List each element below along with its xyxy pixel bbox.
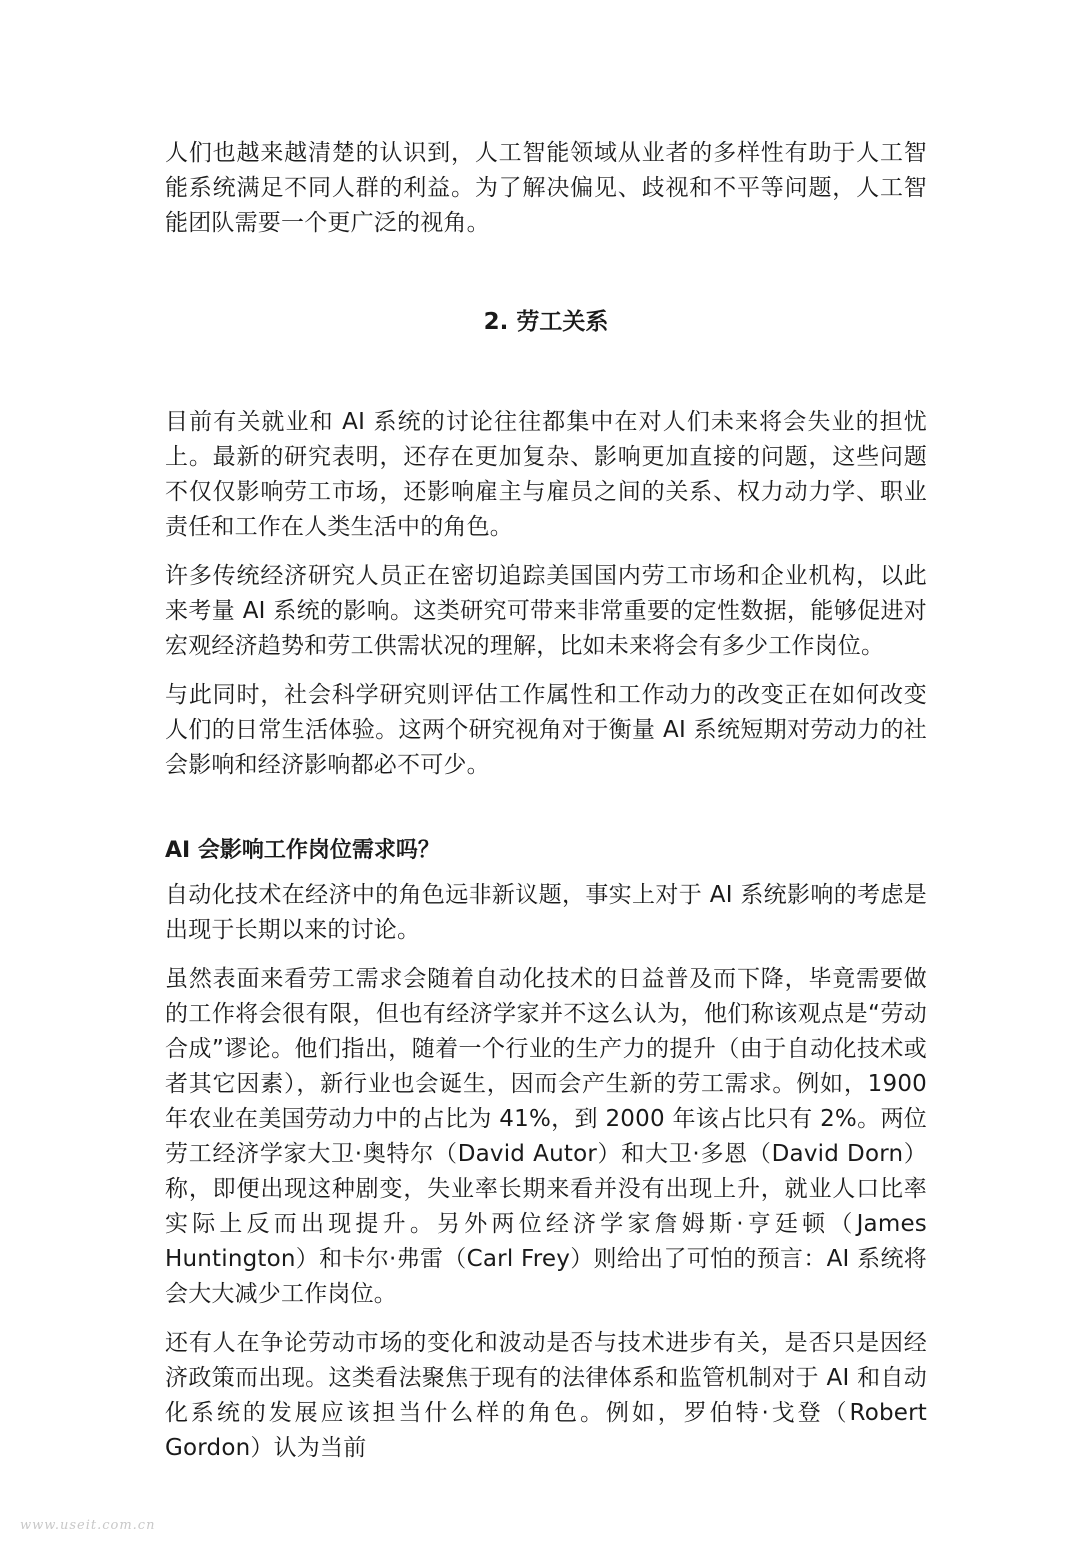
watermark: www.useit.com.cn [20, 1518, 156, 1533]
section-paragraph-1: 目前有关就业和 AI 系统的讨论往往都集中在对人们未来将会失业的担忧上。最新的研究表明，还存在更加复杂、影响更加直接的问题，这些问题不仅仅影响劳工市场，还影响雇主与雇员之间的关系、权力动力学、职业责任和工作在人类生活中的角色。 [165, 409, 927, 540]
intro-paragraph: 人们也越来越清楚的认识到，人工智能领域从业者的多样性有助于人工智能系统满足不同人群的利益。为了解决偏见、歧视和不平等问题，人工智能团队需要一个更广泛的视角。 [165, 140, 927, 236]
subsection-paragraph-2: 虽然表面来看劳工需求会随着自动化技术的日益普及而下降，毕竟需要做的工作将会很有限，但也有经济学家并不这么认为，他们称该观点是“劳动合成”谬论。他们指出，随着一个行业的生产力的提升（由于自动化技术或者其它因素），新行业也会诞生，因而会产生新的劳工需求。例如，1900 年农业在美国劳动力中的占比为 41%，到 2000 年该占比只有 2%。两位劳工经济学家大卫·奥特尔（David Autor）和大卫·多恩（David Dorn）称，即便出现这种剧变，失业率长期来看并没有出现上升，就业人口比率实际上反而出现提升。另外两位经济学家詹姆斯·亨廷顿（James Huntington）和卡尔·弗雷（Carl Frey）则给出了可怕的预言：AI 系统将会大大减少工作岗位。 [165, 966, 927, 1307]
subsection-paragraph-1: 自动化技术在经济中的角色远非新议题，事实上对于 AI 系统影响的考虑是出现于长期以来的讨论。 [165, 882, 927, 943]
section-paragraph-3: 与此同时，社会科学研究则评估工作属性和工作动力的改变正在如何改变人们的日常生活体验。这两个研究视角对于衡量 AI 系统短期对劳动力的社会影响和经济影响都必不可少。 [165, 682, 927, 778]
document-body [165, 136, 927, 1466]
subsection-title: AI 会影响工作岗位需求吗？ [165, 838, 440, 863]
subsection-paragraph-3: 还有人在争论劳动市场的变化和波动是否与技术进步有关，是否只是因经济政策而出现。这类看法聚焦于现有的法律体系和监管机制对于 AI 和自动化系统的发展应该担当什么样的角色。例如，罗伯特·戈登（Robert Gordon）认为当前 [165, 1330, 927, 1461]
section-title: 2. 劳工关系 [483, 309, 609, 335]
section-paragraph-2: 许多传统经济研究人员正在密切追踪美国国内劳工市场和企业机构，以此来考量 AI 系统的影响。这类研究可带来非常重要的定性数据，能够促进对宏观经济趋势和劳工供需状况的理解，比如未来将会有多少工作岗位。 [165, 563, 927, 659]
